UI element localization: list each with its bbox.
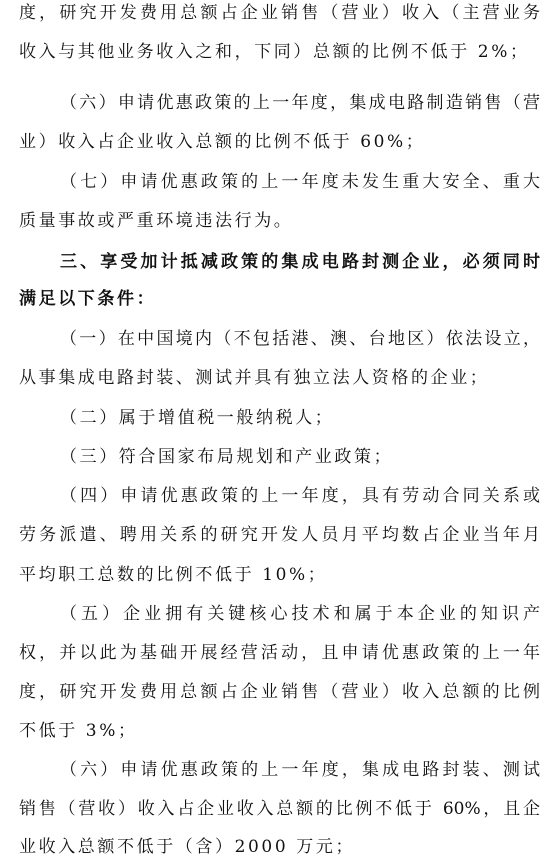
text-line: 度，研究开发费用总额占企业销售（营业）收入总额的比例	[19, 682, 540, 702]
condition-one: （一）在中国境内（不包括港、澳、台地区）依法设立，	[60, 329, 540, 349]
section-heading-continued: 满足以下条件：	[19, 289, 157, 309]
text-line: 收入与其他业务收入之和，下同）总额的比例不低于 2%；	[19, 42, 530, 62]
text-line: 度，研究开发费用总额占企业销售（营业）收入（主营业务	[19, 3, 540, 23]
text-line: 从事集成电路封装、测试并具有独立法人资格的企业；	[19, 368, 490, 388]
text-line: 质量事故或严重环境违法行为。	[19, 211, 294, 231]
condition-six: （六）申请优惠政策的上一年度，集成电路封装、测试	[60, 760, 540, 780]
section-heading: 三、享受加计抵减政策的集成电路封测企业，必须同时	[60, 252, 540, 272]
text-line: 不低于 3%；	[19, 721, 138, 741]
condition-four: （四）申请优惠政策的上一年度，具有劳动合同关系或	[60, 486, 540, 506]
condition-two: （二）属于增值税一般纳税人；	[60, 408, 335, 428]
text-line: 销售（营收）收入占企业收入总额的比例不低于 60%，且企	[19, 799, 540, 819]
condition-five: （五）企业拥有关键核心技术和属于本企业的知识产	[60, 604, 540, 624]
text-line: 业收入总额不低于（含）2000 万元；	[19, 837, 356, 857]
paragraph-seven: （七）申请优惠政策的上一年度未发生重大安全、重大	[60, 172, 540, 192]
condition-three: （三）符合国家布局规划和产业政策；	[60, 447, 394, 467]
text-line: 平均职工总数的比例不低于 10%；	[19, 565, 328, 585]
paragraph-six: （六）申请优惠政策的上一年度，集成电路制造销售（营	[60, 93, 540, 113]
text-line: 业）收入占企业收入总额的比例不低于 60%；	[19, 132, 426, 152]
text-line: 权，并以此为基础开展经营活动，且申请优惠政策的上一年	[19, 643, 540, 663]
text-line: 劳务派遣、聘用关系的研究开发人员月平均数占企业当年月	[19, 525, 540, 545]
